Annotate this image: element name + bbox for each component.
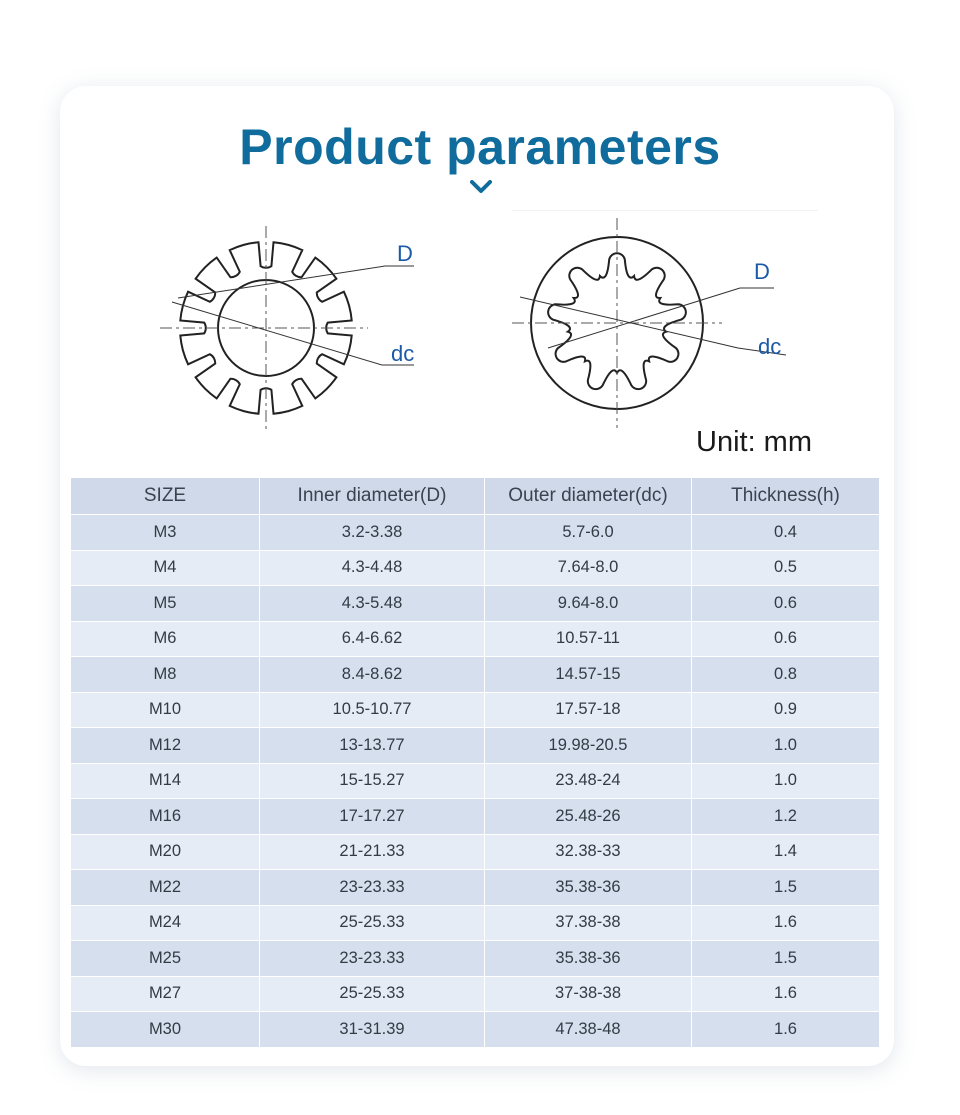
thickness-cell: 1.2 (692, 799, 880, 835)
thickness-cell: 1.6 (692, 905, 880, 941)
outer-diameter-cell: 25.48-26 (485, 799, 692, 835)
inner-diameter-cell: 10.5-10.77 (260, 692, 485, 728)
diameter-dc-label: dc (758, 334, 782, 359)
outer-diameter-cell: 37-38-38 (485, 976, 692, 1012)
center-lines (160, 226, 368, 432)
inner-diameter-cell: 23-23.33 (260, 870, 485, 906)
size-cell: M4 (71, 550, 260, 586)
table-row (71, 692, 880, 728)
size-cell: M24 (71, 905, 260, 941)
thickness-cell: 1.5 (692, 941, 880, 977)
unit-label: Unit: mm (696, 426, 812, 458)
thickness-cell: 0.5 (692, 550, 880, 586)
thickness-cell: 1.6 (692, 1012, 880, 1048)
size-cell: M20 (71, 834, 260, 870)
outer-diameter-cell: 35.38-36 (485, 870, 692, 906)
size-cell: M14 (71, 763, 260, 799)
internal-tooth-washer-diagram (505, 210, 825, 435)
size-cell: M6 (71, 621, 260, 657)
outer-diameter-cell: 9.64-8.0 (485, 586, 692, 622)
thickness-cell: 1.0 (692, 728, 880, 764)
column-header-thickness: Thickness(h) (692, 478, 880, 515)
size-cell: M3 (71, 515, 260, 551)
inner-diameter-cell: 17-17.27 (260, 799, 485, 835)
size-cell: M30 (71, 1012, 260, 1048)
table-row (71, 657, 880, 693)
size-cell: M5 (71, 586, 260, 622)
thickness-cell: 1.4 (692, 834, 880, 870)
table-row (71, 976, 880, 1012)
thickness-cell: 0.4 (692, 515, 880, 551)
outer-diameter-cell: 7.64-8.0 (485, 550, 692, 586)
inner-diameter-cell: 31-31.39 (260, 1012, 485, 1048)
outer-diameter-cell: 14.57-15 (485, 657, 692, 693)
size-cell: M25 (71, 941, 260, 977)
inner-diameter-cell: 15-15.27 (260, 763, 485, 799)
inner-diameter-cell: 25-25.33 (260, 905, 485, 941)
outer-diameter-cell: 37.38-38 (485, 905, 692, 941)
thickness-cell: 0.6 (692, 621, 880, 657)
column-header-outer-diameter: Outer diameter(dc) (485, 478, 692, 515)
inner-diameter-cell: 21-21.33 (260, 834, 485, 870)
table-header-row (71, 478, 880, 515)
table-row (71, 1012, 880, 1048)
table-row (71, 941, 880, 977)
thickness-cell: 0.8 (692, 657, 880, 693)
table-row (71, 550, 880, 586)
external-tooth-washer-diagram (150, 220, 430, 440)
thickness-cell: 0.9 (692, 692, 880, 728)
table-row (71, 586, 880, 622)
size-cell: M27 (71, 976, 260, 1012)
outer-diameter-cell: 32.38-33 (485, 834, 692, 870)
page-title: Product parameters (239, 119, 721, 175)
inner-diameter-cell: 13-13.77 (260, 728, 485, 764)
leader-lines (172, 266, 414, 365)
size-cell: M22 (71, 870, 260, 906)
size-cell: M8 (71, 657, 260, 693)
inner-diameter-cell: 4.3-4.48 (260, 550, 485, 586)
inner-diameter-cell: 25-25.33 (260, 976, 485, 1012)
column-header-inner-diameter: Inner diameter(D) (260, 478, 485, 515)
column-header-size: SIZE (71, 478, 260, 515)
thickness-cell: 1.5 (692, 870, 880, 906)
outer-diameter-cell: 47.38-48 (485, 1012, 692, 1048)
table-row (71, 621, 880, 657)
thickness-cell: 1.0 (692, 763, 880, 799)
inner-diameter-cell: 6.4-6.62 (260, 621, 485, 657)
outer-diameter-cell: 19.98-20.5 (485, 728, 692, 764)
center-lines (512, 218, 722, 428)
diameter-D-label: D (754, 259, 770, 284)
thickness-cell: 0.6 (692, 586, 880, 622)
chevron-down-icon (470, 180, 492, 194)
size-cell: M16 (71, 799, 260, 835)
table-row (71, 834, 880, 870)
outer-diameter-cell: 35.38-36 (485, 941, 692, 977)
table-row (71, 728, 880, 764)
table-row (71, 905, 880, 941)
inner-diameter-cell: 8.4-8.62 (260, 657, 485, 693)
inner-diameter-cell: 4.3-5.48 (260, 586, 485, 622)
table-row (71, 763, 880, 799)
thickness-cell: 1.6 (692, 976, 880, 1012)
table-row (71, 515, 880, 551)
table-row (71, 870, 880, 906)
size-cell: M10 (71, 692, 260, 728)
size-cell: M12 (71, 728, 260, 764)
inner-diameter-cell: 3.2-3.38 (260, 515, 485, 551)
outer-diameter-cell: 23.48-24 (485, 763, 692, 799)
inner-diameter-cell: 23-23.33 (260, 941, 485, 977)
table-row (71, 799, 880, 835)
parameters-table (70, 477, 880, 1048)
diameter-dc-label: dc (391, 341, 415, 366)
outer-diameter-cell: 10.57-11 (485, 621, 692, 657)
diameter-D-label: D (397, 241, 413, 266)
outer-diameter-cell: 17.57-18 (485, 692, 692, 728)
outer-diameter-cell: 5.7-6.0 (485, 515, 692, 551)
